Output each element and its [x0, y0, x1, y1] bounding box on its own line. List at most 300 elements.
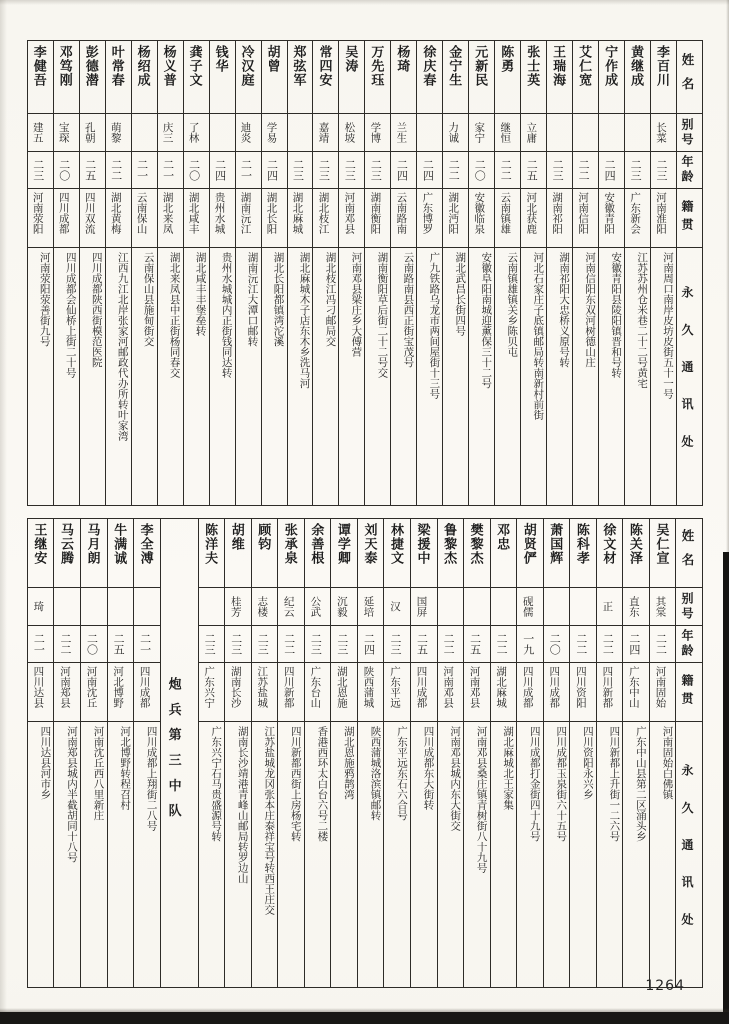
entry-origin: 广东台山 — [305, 662, 331, 721]
column-header-age: 年龄 — [676, 625, 702, 662]
roster-entry — [252, 519, 279, 987]
entry-origin: 四川新都 — [597, 662, 623, 721]
roster-entry — [438, 519, 465, 987]
entry-address: 广东平远东石六合号 — [384, 721, 410, 987]
entry-origin: 广东中山 — [623, 662, 649, 721]
roster-entry — [625, 41, 651, 505]
entry-name: 余善根 — [308, 523, 324, 565]
entry-address: 四川资阳永兴乡 — [570, 721, 596, 987]
entry-name: 宁作成 — [602, 45, 618, 87]
roster-entry — [417, 41, 443, 505]
entry-name: 梁援中 — [414, 523, 430, 565]
entry-alias: 汉 — [384, 587, 410, 625]
roster-entry — [339, 41, 365, 505]
entry-alias: 公武 — [305, 587, 331, 625]
entry-name: 吴仁宣 — [653, 523, 669, 565]
entry-name: 吴涛 — [342, 45, 358, 73]
roster-entry — [158, 41, 184, 505]
entry-name: 龚子文 — [186, 45, 202, 87]
entry-alias: 学易 — [262, 113, 287, 151]
entry-name: 林捷文 — [387, 523, 403, 565]
entry-alias: 纪云 — [278, 587, 304, 625]
header-column — [677, 41, 702, 505]
entry-alias — [573, 113, 598, 151]
entry-alias: 长菜 — [651, 113, 676, 151]
entry-name: 彭德潜 — [82, 45, 98, 87]
entry-age: 二三 — [305, 625, 331, 662]
entry-address: 广九铁路乌龙市两间屋街十三号 — [417, 247, 442, 505]
entry-alias: 正 — [597, 587, 623, 625]
entry-alias — [132, 113, 157, 151]
entry-address: 江苏盐城龙冈张本庄泰祥宝号转西王庄交 — [252, 721, 278, 987]
entry-age: 二〇 — [469, 151, 494, 188]
entry-alias: 砚儒 — [517, 587, 543, 625]
roster-table-bottom — [27, 518, 703, 988]
entry-address: 江苏苏州仓米巷二十二号黄宅 — [625, 247, 650, 505]
entry-alias — [134, 587, 160, 625]
entry-name: 马月朗 — [84, 523, 100, 565]
entry-age: 二一 — [134, 625, 160, 662]
roster-entry — [599, 41, 625, 505]
entry-address: 广东中山县第二区涌头乡 — [623, 721, 649, 987]
roster-entry — [236, 41, 262, 505]
entry-alias: 力诚 — [443, 113, 468, 151]
entry-age: 二二 — [491, 625, 517, 662]
entry-age: 二五 — [80, 151, 105, 188]
roster-entry — [305, 519, 332, 987]
roster-entry — [495, 41, 521, 505]
entry-address: 河北博野转程召村 — [108, 721, 134, 987]
entry-name: 黄继成 — [628, 45, 644, 87]
entry-age: 二三 — [199, 625, 225, 662]
entry-origin: 广东新会 — [625, 188, 650, 247]
scan-artifact-bottom-strip — [0, 1012, 729, 1024]
entry-address: 四川成都东大街转 — [411, 721, 437, 987]
scan-edge-top — [0, 0, 729, 5]
entry-address: 湖南长沙靖港青峰山邮局转罗边山 — [225, 721, 251, 987]
entry-address: 安徽阜阳南城迎薰保三十二号 — [469, 247, 494, 505]
entry-address: 广东兴宁石马贵盛源号转 — [199, 721, 225, 987]
entry-age: 二三 — [313, 151, 338, 188]
entry-age: 二一 — [158, 151, 183, 188]
roster-entry — [597, 519, 624, 987]
entry-age: 二〇 — [54, 151, 79, 188]
column-header-origin: 籍贯 — [676, 662, 702, 721]
entry-age: 二〇 — [81, 625, 107, 662]
entry-address: 陕西蒲城洛滨镇邮转 — [358, 721, 384, 987]
entry-origin: 广东博罗 — [417, 188, 442, 247]
entry-origin: 湖南沅江 — [236, 188, 261, 247]
entry-address: 贵州水城城内正街钱同达转 — [210, 247, 235, 505]
entry-age: 二三 — [252, 625, 278, 662]
entry-alias: 建五 — [28, 113, 53, 151]
roster-entry — [199, 519, 226, 987]
roster-entry — [573, 41, 599, 505]
roster-entry — [411, 519, 438, 987]
entry-age: 二五 — [521, 151, 546, 188]
entry-name: 刘天泰 — [361, 523, 377, 565]
entry-origin: 河南荥阳 — [28, 188, 53, 247]
entry-age: 二二 — [597, 625, 623, 662]
entry-address: 河南沈丘西八里新庄 — [81, 721, 107, 987]
entry-name: 王继安 — [31, 523, 47, 565]
entry-origin: 云南路南 — [391, 188, 416, 247]
column-header-alias: 别号 — [676, 587, 702, 625]
scan-artifact-right-strip — [723, 552, 729, 1024]
entry-address: 四川新都上升街一二六号 — [597, 721, 623, 987]
roster-entry — [651, 41, 677, 505]
entry-origin: 广东平远 — [384, 662, 410, 721]
roster-entry — [54, 41, 80, 505]
entry-age: 二二 — [573, 151, 598, 188]
entry-name: 冷汉庭 — [238, 45, 254, 87]
entry-age: 二一 — [28, 625, 54, 662]
entry-alias: 志楼 — [252, 587, 278, 625]
entry-origin: 四川资阳 — [570, 662, 596, 721]
entry-age: 二五 — [464, 625, 490, 662]
unit-label: 炮兵第三中队 — [165, 676, 181, 830]
entry-origin: 安徽临泉 — [469, 188, 494, 247]
entry-origin: 云南保山 — [132, 188, 157, 247]
entry-name: 金宁生 — [446, 45, 462, 87]
entry-name: 钱华 — [212, 45, 228, 73]
roster-entry — [517, 519, 544, 987]
entry-alias — [108, 587, 134, 625]
entry-name: 徐文材 — [600, 523, 616, 565]
page-number: 1264 — [645, 978, 685, 994]
roster-entry — [288, 41, 314, 505]
entry-age: 一九 — [517, 625, 543, 662]
entry-name: 艾仁宽 — [576, 45, 592, 87]
entry-origin: 湖北来凤 — [158, 188, 183, 247]
entry-age: 二二 — [278, 625, 304, 662]
entry-age: 二三 — [384, 625, 410, 662]
entry-name: 胡曾 — [264, 45, 280, 73]
entry-origin: 河南邓县 — [464, 662, 490, 721]
entry-alias: 家宁 — [469, 113, 494, 151]
entry-age: 二三 — [625, 151, 650, 188]
entry-name: 胡维 — [228, 523, 244, 551]
entry-age: 二一 — [132, 151, 157, 188]
entry-age: 二三 — [339, 151, 364, 188]
roster-entry — [391, 41, 417, 505]
entry-name: 徐庆春 — [420, 45, 436, 87]
entry-age: 二四 — [210, 151, 235, 188]
entry-alias — [417, 113, 442, 151]
entry-address: 湖北枝江冯刁邮局交 — [313, 247, 338, 505]
entry-alias: 庆三 — [158, 113, 183, 151]
entry-age: 二二 — [495, 151, 520, 188]
roster-entry — [132, 41, 158, 505]
entry-age: 二四 — [599, 151, 624, 188]
entry-name: 叶常春 — [108, 45, 124, 87]
roster-entry — [184, 41, 210, 505]
roster-entry — [28, 519, 55, 987]
roster-entry — [106, 41, 132, 505]
entry-address: 四川成都上翔街二八号 — [134, 721, 160, 987]
entry-address: 湖北长阳都镇湾沱溪 — [262, 247, 287, 505]
entry-address: 云南路南县西正街宝茂号 — [391, 247, 416, 505]
entry-age: 二三 — [331, 625, 357, 662]
roster-entry — [54, 519, 81, 987]
entry-alias: 萌黎 — [106, 113, 131, 151]
entry-name: 谭学卿 — [334, 523, 350, 565]
entry-origin: 四川新都 — [278, 662, 304, 721]
entry-name: 杨义普 — [160, 45, 176, 87]
entry-name: 元新民 — [472, 45, 488, 87]
entry-name: 陈勇 — [498, 45, 514, 73]
entry-origin: 江苏盐城 — [252, 662, 278, 721]
entry-origin: 湖南衡阳 — [365, 188, 390, 247]
entry-origin: 河南邓县 — [438, 662, 464, 721]
entry-name: 鲁黎杰 — [441, 523, 457, 565]
entry-address: 江西九江北岸张家河邮政代办所转叶家湾 — [106, 247, 131, 505]
entry-age: 二二 — [106, 151, 131, 188]
entry-origin: 河南固始 — [650, 662, 676, 721]
entry-alias: 兰生 — [391, 113, 416, 151]
entry-age: 二二 — [570, 625, 596, 662]
roster-entry — [547, 41, 573, 505]
roster-entry — [521, 41, 547, 505]
roster-entry — [570, 519, 597, 987]
entry-age: 二一 — [236, 151, 261, 188]
entry-address: 湖南沅江大潭口邮转 — [236, 247, 261, 505]
roster-entry — [365, 41, 391, 505]
entry-address: 河南周口南岸皮坊皮街五十一号 — [651, 247, 676, 505]
entry-alias: 延培 — [358, 587, 384, 625]
entry-alias — [210, 113, 235, 151]
entry-name: 张承泉 — [281, 523, 297, 565]
entry-address: 河北石家庄子底镇邮局转南新村前街 — [521, 247, 546, 505]
entry-age: 二二 — [438, 625, 464, 662]
roster-entry — [225, 519, 252, 987]
roster-entry — [464, 519, 491, 987]
entry-address: 河南邓县梁庄乡大傅营 — [339, 247, 364, 505]
entry-name: 杨绍成 — [134, 45, 150, 87]
entry-origin: 河北博野 — [108, 662, 134, 721]
entry-origin: 湖北咸丰 — [184, 188, 209, 247]
entry-origin: 四川成都 — [134, 662, 160, 721]
entry-address: 河南郑县城内半截胡同十八号 — [54, 721, 80, 987]
entry-name: 陈洋夫 — [202, 523, 218, 565]
entry-name: 马云腾 — [57, 523, 73, 565]
entry-alias: 了林 — [184, 113, 209, 151]
entry-origin: 河南郑县 — [54, 662, 80, 721]
entry-age: 二〇 — [544, 625, 570, 662]
entry-address: 四川成都会仙桥上街二十号 — [54, 247, 79, 505]
entry-origin: 湖北沔阳 — [443, 188, 468, 247]
entry-name: 邓忠 — [494, 523, 510, 551]
roster-entry — [544, 519, 571, 987]
entry-alias — [199, 587, 225, 625]
entry-origin: 陕西蒲城 — [358, 662, 384, 721]
roster-entry — [210, 41, 236, 505]
entry-age: 二二 — [54, 625, 80, 662]
entry-origin: 四川成都 — [411, 662, 437, 721]
entry-alias: 嘉靖 — [313, 113, 338, 151]
entry-age: 二三 — [547, 151, 572, 188]
entry-alias — [81, 587, 107, 625]
entry-alias: 立庸 — [521, 113, 546, 151]
entry-alias — [288, 113, 313, 151]
entry-origin: 湖南长沙 — [225, 662, 251, 721]
entry-name: 萧国辉 — [547, 523, 563, 565]
entry-origin: 四川成都 — [54, 188, 79, 247]
entry-address: 河南固始白佛镇 — [650, 721, 676, 987]
entry-origin: 云南镇雄 — [495, 188, 520, 247]
entry-address: 湖北恩施鸦鹊湾 — [331, 721, 357, 987]
entry-address: 四川成都陕西街模范医院 — [80, 247, 105, 505]
entry-alias: 学博 — [365, 113, 390, 151]
entry-address: 湖南衡阳草后街二十二号交 — [365, 247, 390, 505]
entry-alias: 国屏 — [411, 587, 437, 625]
entry-origin: 湖北长阳 — [262, 188, 287, 247]
roster-table-top — [27, 40, 703, 506]
roster-entry — [469, 41, 495, 505]
entry-age: 二五 — [108, 625, 134, 662]
entry-name: 郑弦军 — [290, 45, 306, 87]
entry-name: 顾钧 — [255, 523, 271, 551]
entry-name: 牛满诚 — [111, 523, 127, 565]
entry-alias — [438, 587, 464, 625]
roster-entry — [384, 519, 411, 987]
entry-address: 湖北麻城北王家集 — [491, 721, 517, 987]
entry-alias: 沉毅 — [331, 587, 357, 625]
entry-age: 二四 — [623, 625, 649, 662]
entry-name: 邓笃刚 — [56, 45, 72, 87]
entry-age: 二四 — [417, 151, 442, 188]
entry-alias: 松坡 — [339, 113, 364, 151]
entry-age: 二三 — [365, 151, 390, 188]
roster-entry — [81, 519, 108, 987]
entry-origin: 贵州水城 — [210, 188, 235, 247]
entry-address: 四川成都玉泉街六十五号 — [544, 721, 570, 987]
column-header-name: 姓名 — [680, 529, 695, 577]
entry-name: 杨琦 — [394, 45, 410, 73]
column-header-age: 年龄 — [677, 151, 702, 188]
entry-name: 陈科孝 — [573, 523, 589, 565]
column-header-address: 永久通讯处 — [676, 721, 702, 987]
entry-origin: 四川成都 — [517, 662, 543, 721]
entry-address: 云南镇雄镇关乡陈贝屯 — [495, 247, 520, 505]
entry-origin: 河北获鹿 — [521, 188, 546, 247]
entry-age: 二二 — [443, 151, 468, 188]
entry-name: 李健吾 — [30, 45, 46, 87]
entry-name: 李百川 — [654, 45, 670, 87]
entry-age: 二〇 — [184, 151, 209, 188]
entry-name: 陈关泽 — [626, 523, 642, 565]
entry-name: 李全溥 — [137, 523, 153, 565]
entry-alias: 琦 — [28, 587, 54, 625]
entry-alias: 宝琛 — [54, 113, 79, 151]
entry-age: 二五 — [411, 625, 437, 662]
entry-age: 二三 — [651, 151, 676, 188]
entry-alias: 迪炎 — [236, 113, 261, 151]
entry-alias: 继恒 — [495, 113, 520, 151]
entry-name: 樊黎杰 — [467, 523, 483, 565]
entry-origin: 四川达县 — [28, 662, 54, 721]
roster-entry — [650, 519, 677, 987]
column-header-origin: 籍贯 — [677, 188, 702, 247]
entry-alias: 桂芳 — [225, 587, 251, 625]
entry-address: 河南邓县城内东大街交 — [438, 721, 464, 987]
entry-name: 张士英 — [524, 45, 540, 87]
entry-age: 二四 — [391, 151, 416, 188]
roster-entry — [331, 519, 358, 987]
roster-entry — [262, 41, 288, 505]
column-header-name: 姓名 — [680, 53, 695, 101]
entry-address: 湖北武昌长街四号 — [443, 247, 468, 505]
entry-origin: 河南沈丘 — [81, 662, 107, 721]
entry-alias: 孔朝 — [80, 113, 105, 151]
entry-address: 安徽青阳县陵阳镇晋和号转 — [599, 247, 624, 505]
entry-alias — [54, 587, 80, 625]
roster-entry — [443, 41, 469, 505]
entry-origin: 四川成都 — [544, 662, 570, 721]
entry-address: 四川达县河市乡 — [28, 721, 54, 987]
entry-alias — [547, 113, 572, 151]
entry-origin: 湖北枝江 — [313, 188, 338, 247]
roster-entry — [134, 519, 161, 987]
roster-entry — [623, 519, 650, 987]
entry-origin: 湖南祁阳 — [547, 188, 572, 247]
entry-origin: 湖北恩施 — [331, 662, 357, 721]
entry-age: 二三 — [28, 151, 53, 188]
entry-alias — [599, 113, 624, 151]
entry-address: 云南保山县施甸街交 — [132, 247, 157, 505]
entry-origin: 湖北麻城 — [491, 662, 517, 721]
entry-address: 湖北来凤县中正街杨同春交 — [158, 247, 183, 505]
entry-age: 二二 — [650, 625, 676, 662]
entry-address: 河南荥阳荥善街九号 — [28, 247, 53, 505]
entry-name: 胡贤俨 — [520, 523, 536, 565]
entry-alias: 其棠 — [650, 587, 676, 625]
entry-address: 湖南祁阳大忠桥义原号转 — [547, 247, 572, 505]
entry-age: 二三 — [288, 151, 313, 188]
entry-alias — [625, 113, 650, 151]
entry-origin: 河南淮阳 — [651, 188, 676, 247]
roster-entry — [108, 519, 135, 987]
entry-address: 香港西环太白台六号二楼 — [305, 721, 331, 987]
unit-label-column — [161, 519, 199, 987]
header-column — [676, 519, 702, 987]
entry-name: 万先珏 — [368, 45, 384, 87]
entry-alias — [544, 587, 570, 625]
entry-origin: 广东兴宁 — [199, 662, 225, 721]
roster-entry — [28, 41, 54, 505]
entry-address: 四川新都西街上房杨宅转 — [278, 721, 304, 987]
entry-origin: 湖北黄梅 — [106, 188, 131, 247]
entry-alias: 直东 — [623, 587, 649, 625]
entry-name: 常四安 — [316, 45, 332, 87]
entry-address: 河南邓县桑庄镇青树街八十九号 — [464, 721, 490, 987]
column-header-address: 永久通讯处 — [677, 247, 702, 505]
entry-alias — [491, 587, 517, 625]
entry-age: 二四 — [262, 151, 287, 188]
roster-entry — [358, 519, 385, 987]
entry-address: 河南信阳东双河树德山庄 — [573, 247, 598, 505]
entry-address: 湖北麻城木子店东木乡洗马河 — [288, 247, 313, 505]
roster-entry — [278, 519, 305, 987]
entry-address: 湖北咸丰丰堡垒转 — [184, 247, 209, 505]
entry-origin: 河南邓县 — [339, 188, 364, 247]
entry-alias — [570, 587, 596, 625]
roster-entry — [313, 41, 339, 505]
scan-edge-left — [0, 0, 7, 1024]
entry-origin: 四川双流 — [80, 188, 105, 247]
entry-origin: 河南信阳 — [573, 188, 598, 247]
entry-age: 二三 — [225, 625, 251, 662]
